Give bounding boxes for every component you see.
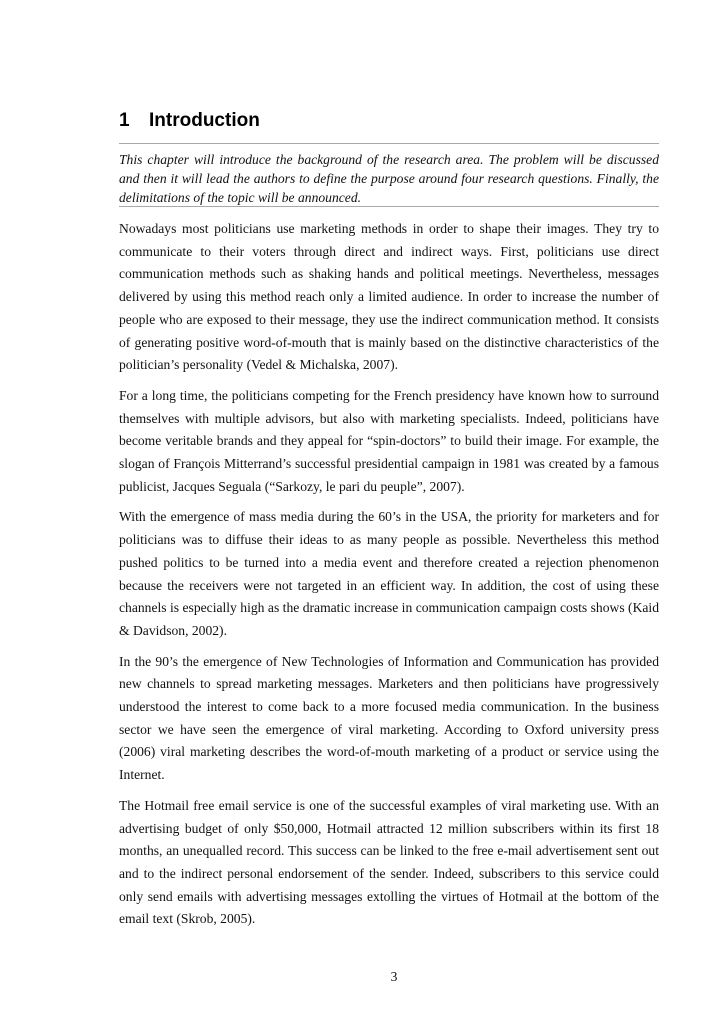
paragraph: For a long time, the politicians competing for the French presidency have known how to surround themselves with multiple advisors, but also with marketing specialists. Indeed, politicians have become veritable brands and they appeal for “spin-doctors” to build their image. For example, the slogan of François Mitterrand’s successful presidential campaign in 1981 was created by a famous publicist, Jacques Seguala (“Sarkozy, le pari du peuple”, 2007). [119,387,659,494]
paragraph: In the 90’s the emergence of New Technologies of Information and Communication has provided new channels to spread marketing messages. Marketers and then politicians have progressively understood the interest to come back to a more focused media communication. In the business sector we have seen the emergence of viral marketing. According to Oxford university press (2006) viral marketing describes the word-of-mouth marketing of a product or service using the Internet. [119,653,659,783]
paragraph: The Hotmail free email service is one of the successful examples of viral marketing use. With an advertising budget of only $50,000, Hotmail attracted 12 million subscribers within its first 18 months, an unequalled record. This success can be linked to the free e-mail advertisement sent out and to the indirect personal endorsement of the sender. Indeed, subscribers to this service could only send emails with advertising messages extolling the virtues of Hotmail at the bottom of the email text (Skrob, 2005). [119,797,659,927]
paragraph: Nowadays most politicians use marketing methods in order to shape their images. They try to communicate to their voters through direct and indirect ways. First, politicians use direct communication methods such as shaking hands and political meetings. Nevertheless, messages delivered by using this method reach only a limited audience. In order to increase the number of people who are exposed to their message, they use the indirect communication method. It consists of generating positive word-of-mouth that is mainly based on the distinctive characteristics of the politician’s personality (Vedel & Michalska, 2007). [119,221,659,373]
chapter-title: Introduction [149,110,260,131]
chapter-heading [119,108,659,134]
page-number: 3 [390,969,398,984]
heading-divider [119,143,659,144]
abstract-divider [119,206,659,207]
chapter-number: 1 [119,110,130,131]
chapter-abstract: This chapter will introduce the background of the research area. The problem will be discussed and then it will lead the authors to define the purpose around four research questions. Finally, the delimitations of the topic will be announced. [119,152,659,205]
paragraph: With the emergence of mass media during the 60’s in the USA, the priority for marketers and for politicians was to diffuse their ideas to as many people as possible. Nevertheless this method pushed politics to be turned into a media event and therefore created a rejection phenomenon because the receivers were not targeted in an efficient way. In addition, the cost of using these channels is especially high as the dramatic increase in communication campaign costs shows (Kaid & Davidson, 2002). [119,509,659,638]
body-text [119,218,659,939]
